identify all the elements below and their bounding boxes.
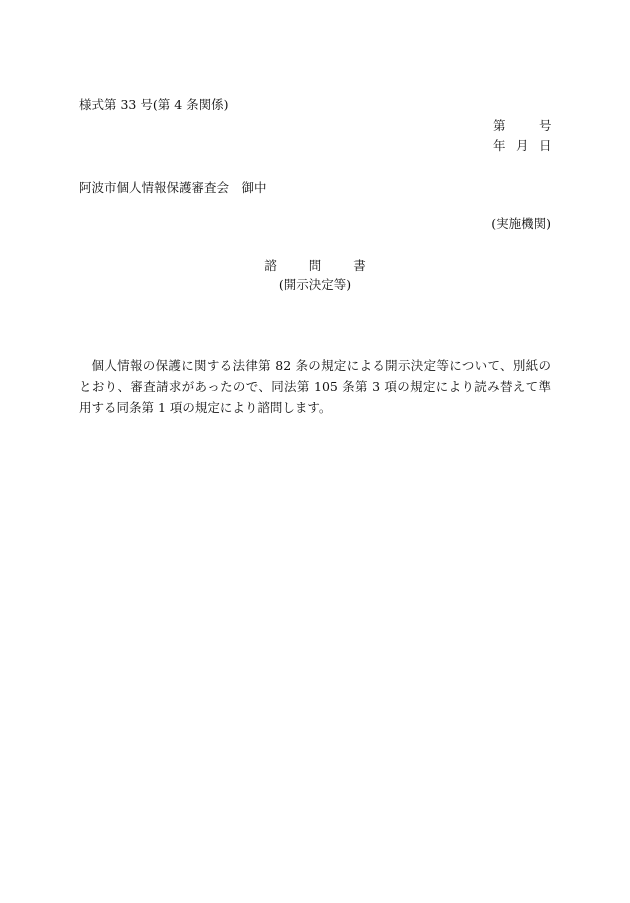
date-day-label: 日 bbox=[539, 138, 552, 153]
document-number-prefix: 第 bbox=[493, 118, 506, 133]
document-subtitle: (開示決定等) bbox=[278, 277, 352, 292]
form-identifier: 様式第 33 号(第 4 条関係) bbox=[79, 97, 229, 112]
document-title bbox=[0, 258, 630, 274]
title-char-3: 書 bbox=[353, 258, 366, 273]
title-char-2: 問 bbox=[308, 258, 322, 273]
implementing-agency: (実施機関) bbox=[491, 216, 551, 231]
addressee: 阿波市個人情報保護審査会 御中 bbox=[79, 180, 267, 195]
document-number-suffix: 号 bbox=[539, 118, 552, 133]
title-char-1: 諮 bbox=[264, 258, 277, 273]
body-paragraph: 個人情報の保護に関する法律第 82 条の規定による開示決定等について、別紙のとおり、審査請求があったので、同法第 105 条第 3 項の規定により読み替えて準用する同条第 1 項の規定により諮問します。 bbox=[79, 358, 551, 415]
date-month-label: 月 bbox=[516, 138, 529, 153]
date-year-label: 年 bbox=[493, 138, 506, 153]
